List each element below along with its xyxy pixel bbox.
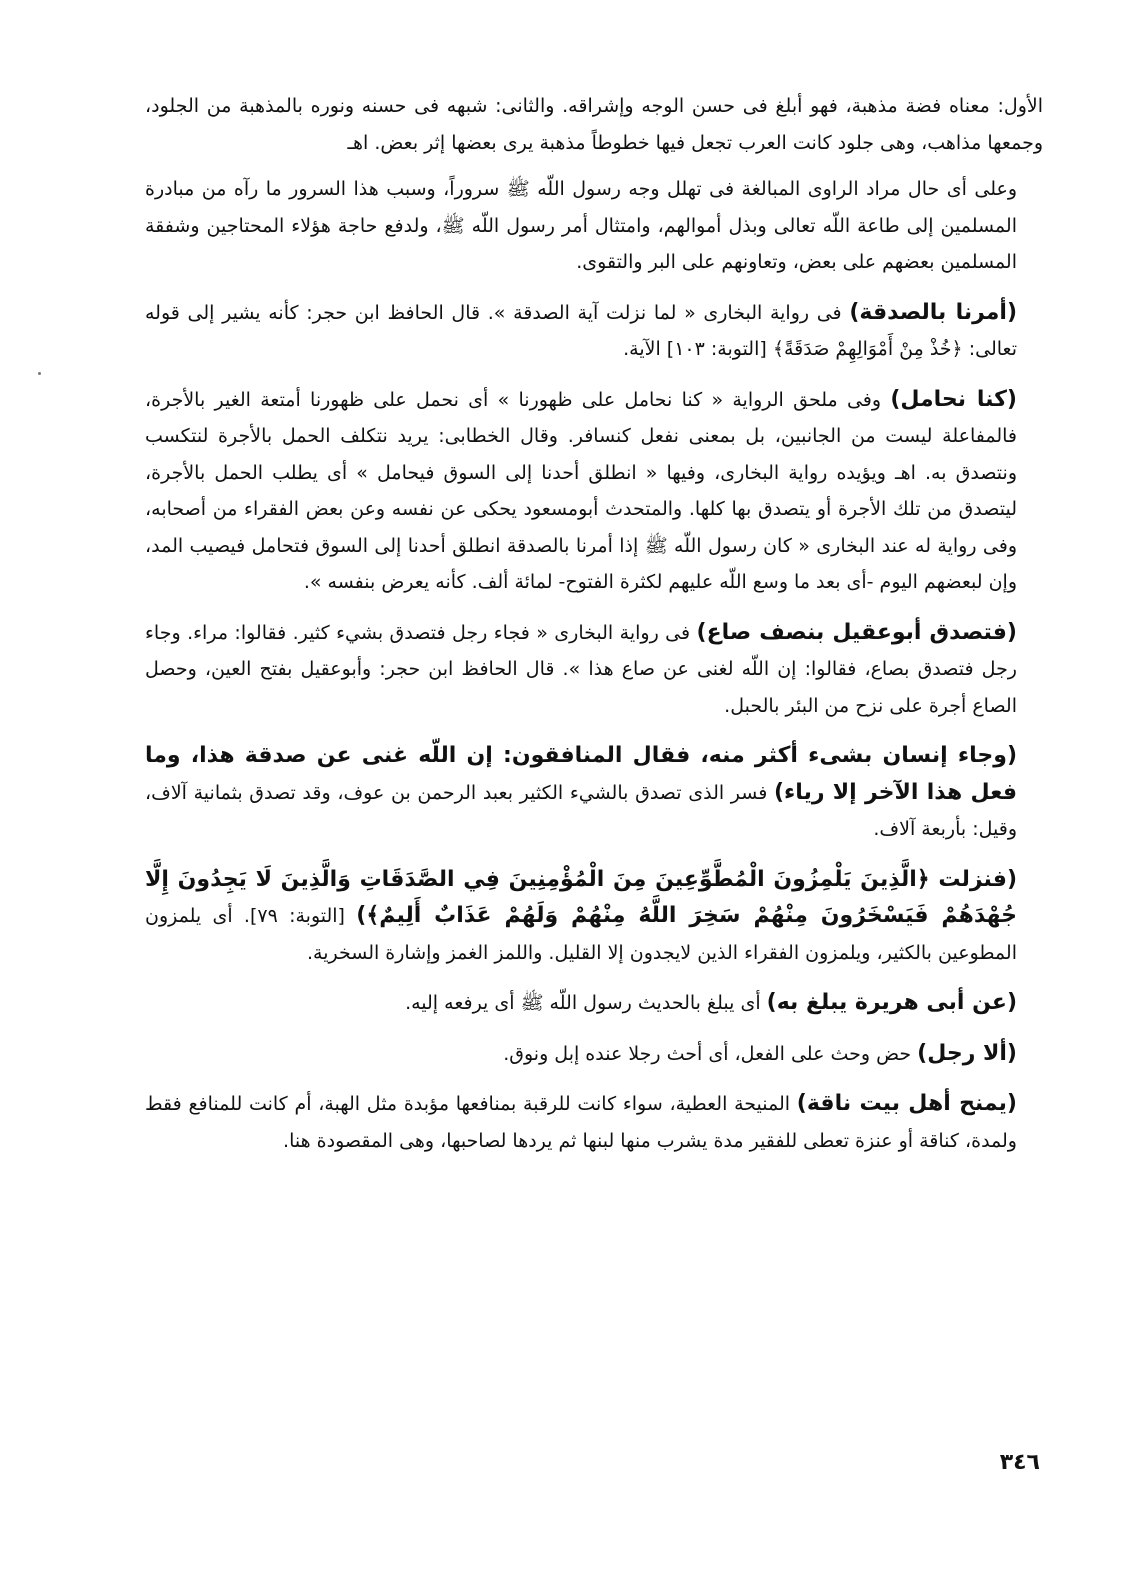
paragraph-text: وعلى أى حال مراد الراوى المبالغة فى تهلل وجه رسول اللّه ﷺ سروراً، وسبب هذا السرور ما رآه من مبادرة المسلمين إلى طاعة اللّه تعالى وبذل أموالهم، وامتثال أمر رسول اللّه ﷺ، ولدفع حاجة هؤلاء المحتاجين وشفقة المسلمين بعضهم على بعض، وتعاونهم على البر والتقوى. <box>145 178 1017 273</box>
paragraph-kunna-nuhamil <box>145 382 1043 601</box>
paragraph-yamnah <box>145 1086 1043 1159</box>
paragraph-munafiqun <box>145 738 1043 848</box>
commentary-heading: (وجاء إنسان بشىء أكثر منه، فقال المنافقون: إن اللّه غنى عن صدقة هذا، وما فعل هذا الآخر إلا رياء) <box>145 743 1017 805</box>
paragraph-fanazalat <box>145 862 1043 972</box>
page-body <box>145 88 1043 1159</box>
paragraph-text: وفى ملحق الرواية « كنا نحامل على ظهورنا » أى نحمل على ظهورنا أمتعة الغير بالأجرة، فالمفاعلة ليست من الجانبين، بل بمعنى نفعل كنسافر. وقال الخطابى: يريد نتكلف الحمل بالأجرة لنتكسب ونتصدق به. اهـ ويؤيده رواية البخارى، وفيها « انطلق أحدنا إلى السوق فيحامل » أى يطلب الحمل بالأجرة، ليتصدق من تلك الأجرة أو يتصدق بها كلها. والمتحدث أبومسعود يحكى عن نفسه وعن بعض الفقراء من أصحابه، وفى رواية له عند البخارى « كان رسول اللّه ﷺ إذا أمرنا بالصدقة انطلق أحدنا إلى السوق فتحامل فيصيب المد، وإن لبعضهم اليوم -أى بعد ما وسع اللّه عليهم لكثرة الفتوح- لمائة ألف. كأنه يعرض بنفسه ». <box>145 388 1017 593</box>
paragraph-text: فى رواية البخارى « فجاء رجل فتصدق بشيء كثير. فقالوا: مراء. وجاء رجل فتصدق بصاع، فقالوا: إن اللّه لغنى عن صاع هذا ». قال الحافظ ابن حجر: وأبوعقيل بفتح العين، وحصل الصاع أجرة على نزح من البئر بالحبل. <box>145 621 1017 717</box>
paragraph-2 <box>145 171 1043 281</box>
page-number: ٣٤٦ <box>999 1450 1040 1475</box>
paragraph-abu-hurayra <box>145 985 1043 1022</box>
paragraph-text: الأول: معناه فضة مذهبة، فهو أبلغ فى حسن الوجه وإشراقه. والثانى: شبهه فى حسنه ونوره بالمذهبة من الجلود، وجمعها مذاهب، وهى جلود كانت العرب تجعل فيها خطوطاً مذهبة يرى بعضها إثر بعض. اهـ <box>145 95 1043 154</box>
paragraph-abu-aqil <box>145 615 1043 725</box>
paragraph-1 <box>145 88 1043 161</box>
commentary-heading: (فتصدق أبوعقيل بنصف صاع) <box>696 619 1017 645</box>
commentary-heading: (يمنح أهل بيت ناقة) <box>796 1091 1017 1116</box>
paragraph-text: فى رواية البخارى « لما نزلت آية الصدقة ». قال الحافظ ابن حجر: كأنه يشير إلى قوله تعالى: ﴿خُذْ مِنْ أَمْوَالِهِمْ صَدَقَةً﴾ [التوبة: ١٠٣] الآية. <box>145 301 1017 360</box>
paragraph-text: المنيحة العطية، سواء كانت للرقبة بمنافعها مؤبدة مثل الهبة، أم كانت للمنافع فقط ولمدة، كناقة أو عنزة تعطى للفقير مدة يشرب منها لبنها ثم يردها لصاحبها، وهى المقصودة هنا. <box>145 1093 1017 1152</box>
paragraph-amarna-bissadaqa <box>145 295 1043 368</box>
commentary-heading: (كنا نحامل) <box>890 386 1017 412</box>
commentary-heading: (أمرنا بالصدقة) <box>849 299 1017 325</box>
paragraph-text: [التوبة: ٧٩]. أى يلمزون المطوعين بالكثير، ويلمزون الفقراء الذين لايجدون إلا القليل. واللمز الغمز وإشارة السخرية. <box>145 905 1017 964</box>
quran-verse-heading: (فنزلت ﴿الَّذِينَ يَلْمِزُونَ الْمُطَّوِّعِينَ مِنَ الْمُؤْمِنِينَ فِي الصَّدَقَاتِ وَالَّذِينَ لَا يَجِدُونَ إِلَّا جُهْدَهُمْ فَيَسْخَرُونَ مِنْهُمْ سَخِرَ اللَّهُ مِنْهُمْ وَلَهُمْ عَذَابٌ أَلِيمٌ﴾) <box>145 866 1018 928</box>
commentary-heading: (عن أبى هريرة يبلغ به) <box>766 990 1017 1015</box>
paragraph-text: أى يبلغ بالحديث رسول اللّه ﷺ أى يرفعه إليه. <box>405 992 767 1014</box>
paragraph-ala-rajul <box>145 1036 1043 1073</box>
commentary-heading: (ألا رجل) <box>917 1040 1017 1066</box>
margin-speck <box>38 372 41 375</box>
paragraph-text: فسر الذى تصدق بالشيء الكثير بعبد الرحمن بن عوف، وقد تصدق بثمانية آلاف، وقيل: بأربعة آلاف. <box>145 781 1017 840</box>
paragraph-text: حض وحث على الفعل، أى أحث رجلا عنده إبل ونوق. <box>503 1042 918 1065</box>
